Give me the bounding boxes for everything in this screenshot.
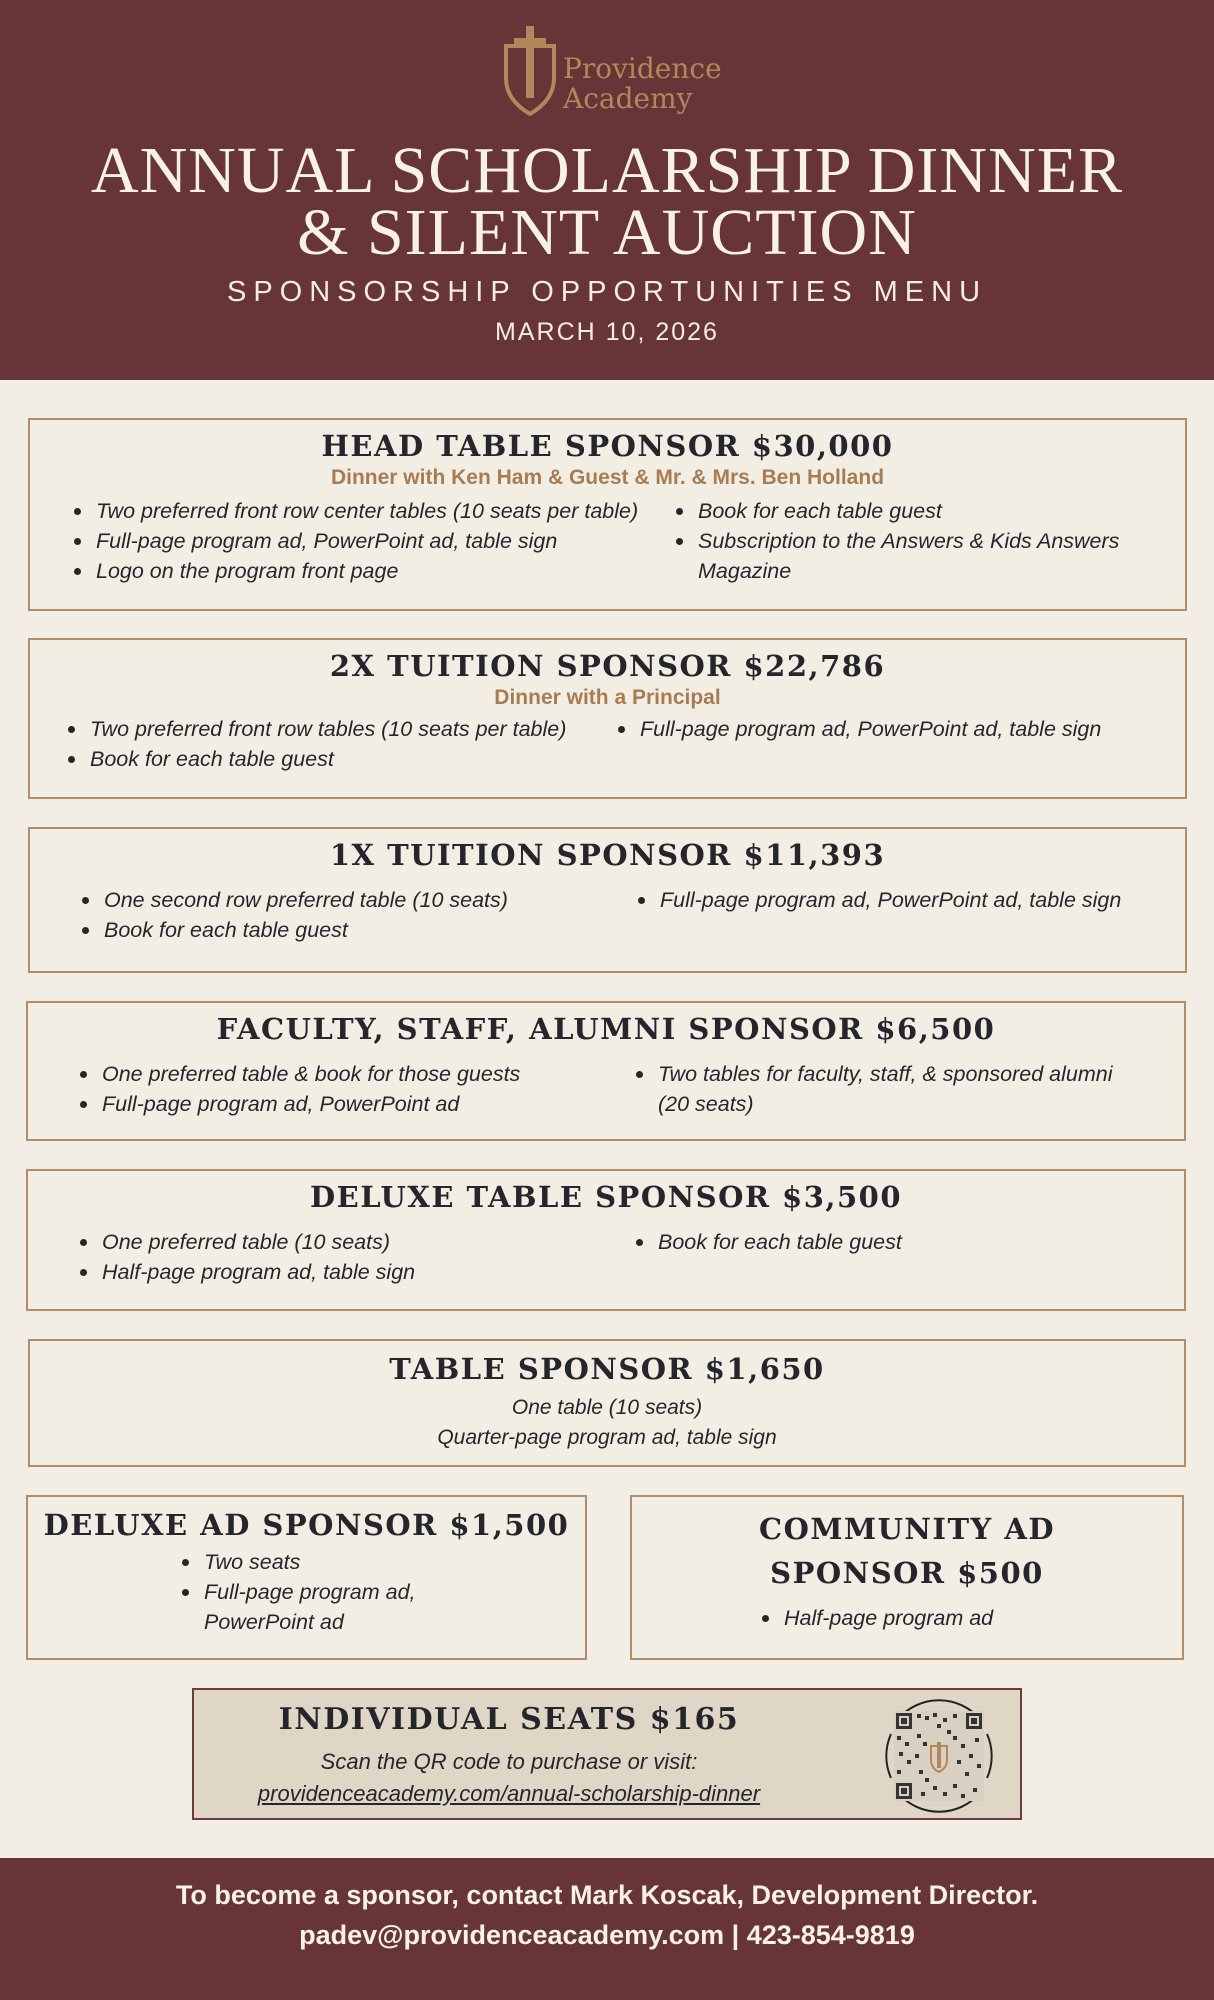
list-item: Two seats: [174, 1547, 458, 1577]
community-ad-list: [632, 1595, 1182, 1633]
deluxe-table-list-right: [628, 1227, 1128, 1287]
list-item: Logo on the program front page: [66, 556, 668, 586]
list-item: Full-page program ad, PowerPoint ad, table sign: [66, 526, 668, 556]
tuition-1x-sponsor-card: [28, 827, 1187, 973]
title-line-2: & SILENT AUCTION: [297, 196, 917, 269]
faculty-list-right: [628, 1059, 1128, 1119]
list-item: Half-page program ad: [754, 1603, 1182, 1633]
list-item: Two preferred front row tables (10 seats per table): [60, 714, 610, 744]
list-item: One second row preferred table (10 seats): [74, 885, 630, 915]
page-subtitle: SPONSORSHIP OPPORTUNITIES MENU: [226, 276, 988, 308]
contact-details[interactable]: padev@providenceacademy.com | 423-854-9819: [299, 1920, 915, 1950]
faculty-list-left: [72, 1059, 628, 1119]
deluxe-table-list-left: [72, 1227, 628, 1287]
list-item: Full-page program ad, PowerPoint ad, table sign: [610, 714, 1170, 744]
head-table-title: HEAD TABLE SPONSOR $30,000: [321, 429, 894, 463]
logo-line-1: Providence: [563, 52, 722, 85]
faculty-title: FACULTY, STAFF, ALUMNI SPONSOR $6,500: [216, 1012, 996, 1046]
deluxe-ad-title: DELUXE AD SPONSOR $1,500: [43, 1508, 570, 1542]
tuition-2x-list-left: [60, 714, 610, 774]
list-item: Book for each table guest: [668, 496, 1138, 526]
deluxe-ad-sponsor-card: [26, 1495, 587, 1660]
community-ad-sponsor-card: [630, 1495, 1184, 1660]
list-item: Half-page program ad, table sign: [72, 1257, 628, 1287]
table-sponsor-line-1: One table (10 seats): [511, 1396, 703, 1419]
logo-line-2: Academy: [563, 82, 693, 115]
purchase-link[interactable]: providenceacademy.com/annual-scholarship-dinner: [257, 1781, 761, 1806]
table-sponsor-line-2: Quarter-page program ad, table sign: [437, 1426, 777, 1449]
contact-line: To become a sponsor, contact Mark Koscak, Development Director.: [175, 1880, 1039, 1910]
tuition-1x-list-right: [630, 885, 1130, 945]
community-ad-title-line-1: COMMUNITY AD: [759, 1512, 1055, 1546]
list-item: Full-page program ad, PowerPoint ad, table sign: [630, 885, 1130, 915]
list-item: Book for each table guest: [628, 1227, 1128, 1257]
list-item: Full-page program ad, PowerPoint ad: [72, 1089, 628, 1119]
tuition-1x-list-left: [74, 885, 630, 945]
individual-seats-card: [192, 1688, 1022, 1820]
page-title: [0, 134, 1214, 269]
tuition-2x-sponsor-card: [28, 638, 1187, 799]
tuition-2x-title: 2X TUITION SPONSOR $22,786: [329, 649, 886, 683]
community-ad-title-line-2: SPONSOR $500: [770, 1556, 1044, 1590]
footer-banner: [0, 1858, 1214, 2000]
individual-seats-title: INDIVIDUAL SEATS $165: [278, 1702, 740, 1737]
deluxe-table-title: DELUXE TABLE SPONSOR $3,500: [309, 1180, 903, 1214]
list-item: Two preferred front row center tables (10 seats per table): [66, 496, 668, 526]
list-item: Full-page program ad, PowerPoint ad: [174, 1577, 458, 1637]
deluxe-ad-list: [28, 1543, 458, 1637]
head-table-sponsor-card: [28, 418, 1187, 611]
title-line-1: ANNUAL SCHOLARSHIP DINNER: [90, 134, 1124, 207]
header-banner: [0, 0, 1214, 380]
list-item: Book for each table guest: [60, 744, 610, 774]
list-item: Two tables for faculty, staff, & sponsored alumni (20 seats): [628, 1059, 1128, 1119]
tuition-2x-subtitle: Dinner with a Principal: [494, 686, 721, 709]
table-sponsor-card: [28, 1339, 1186, 1467]
tuition-2x-list-right: [610, 714, 1170, 774]
scan-instructions: Scan the QR code to purchase or visit:: [320, 1749, 698, 1774]
head-table-list-left: [66, 496, 668, 586]
deluxe-table-sponsor-card: [26, 1169, 1186, 1311]
school-logo: [500, 24, 720, 116]
list-item: Subscription to the Answers & Kids Answers Magazine: [668, 526, 1138, 586]
head-table-list-right: [668, 496, 1138, 586]
qr-code-icon[interactable]: [877, 1694, 1001, 1818]
cross-shield-icon: [500, 24, 560, 116]
faculty-staff-alumni-sponsor-card: [26, 1001, 1186, 1141]
list-item: One preferred table & book for those guests: [72, 1059, 628, 1089]
logo-wordmark: [563, 54, 723, 114]
table-sponsor-title: TABLE SPONSOR $1,650: [389, 1352, 825, 1386]
event-date: MARCH 10, 2026: [495, 318, 719, 346]
tuition-1x-title: 1X TUITION SPONSOR $11,393: [329, 838, 886, 872]
head-table-subtitle: Dinner with Ken Ham & Guest & Mr. & Mrs. Ben Holland: [330, 466, 885, 489]
list-item: One preferred table (10 seats): [72, 1227, 628, 1257]
list-item: Book for each table guest: [74, 915, 630, 945]
